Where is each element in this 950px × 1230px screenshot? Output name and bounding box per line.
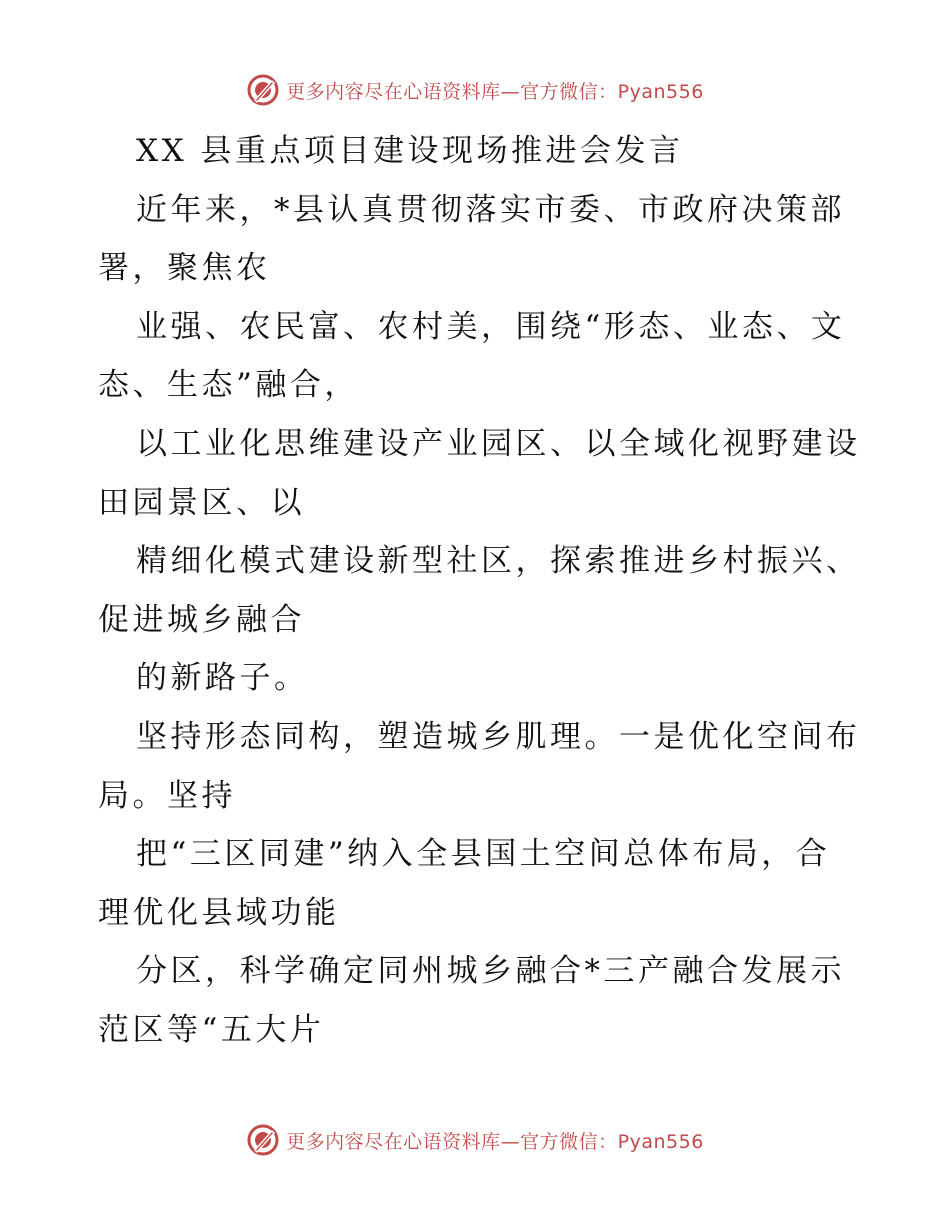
doc-line: 态、生态”融合， [98, 367, 359, 404]
footer-watermark-text: 更多内容尽在心语资料库—官方微信：Pyan556 [286, 1130, 704, 1153]
doc-line: 以工业化思维建设产业园区、以全域化视野建设 [136, 425, 861, 462]
doc-line: 理优化县域功能 [98, 894, 340, 931]
doc-line: 署，聚焦农 [98, 250, 271, 287]
doc-line: XX 县重点项目建设现场推进会发言 [136, 133, 684, 169]
doc-line: 范区等“五大片 [98, 1011, 325, 1048]
footer-watermark [0, 1120, 950, 1160]
doc-line: 精细化模式建设新型社区，探索推进乡村振兴、 [136, 543, 861, 580]
document-body [98, 122, 861, 1060]
doc-line: 的新路子。 [136, 660, 309, 697]
header-watermark [0, 70, 950, 110]
doc-line: 田园景区、以 [98, 484, 305, 521]
doc-line: 促进城乡融合 [98, 601, 305, 638]
doc-line: 近年来，*县认真贯彻落实市委、市政府决策部 [136, 191, 845, 228]
doc-line: 分区，科学确定同州城乡融合*三产融合发展示 [136, 953, 845, 990]
pen-circle-logo-icon [246, 73, 280, 107]
header-watermark-text: 更多内容尽在心语资料库—官方微信：Pyan556 [286, 80, 704, 103]
doc-line: 局。坚持 [98, 777, 236, 814]
doc-line: 业强、农民富、农村美，围绕“形态、业态、文 [136, 308, 846, 345]
doc-line: 把“三区同建”纳入全县国土空间总体布局，合 [136, 836, 831, 873]
pen-circle-logo-icon [246, 1123, 280, 1157]
doc-line: 坚持形态同构，塑造城乡肌理。一是优化空间布 [136, 718, 861, 755]
